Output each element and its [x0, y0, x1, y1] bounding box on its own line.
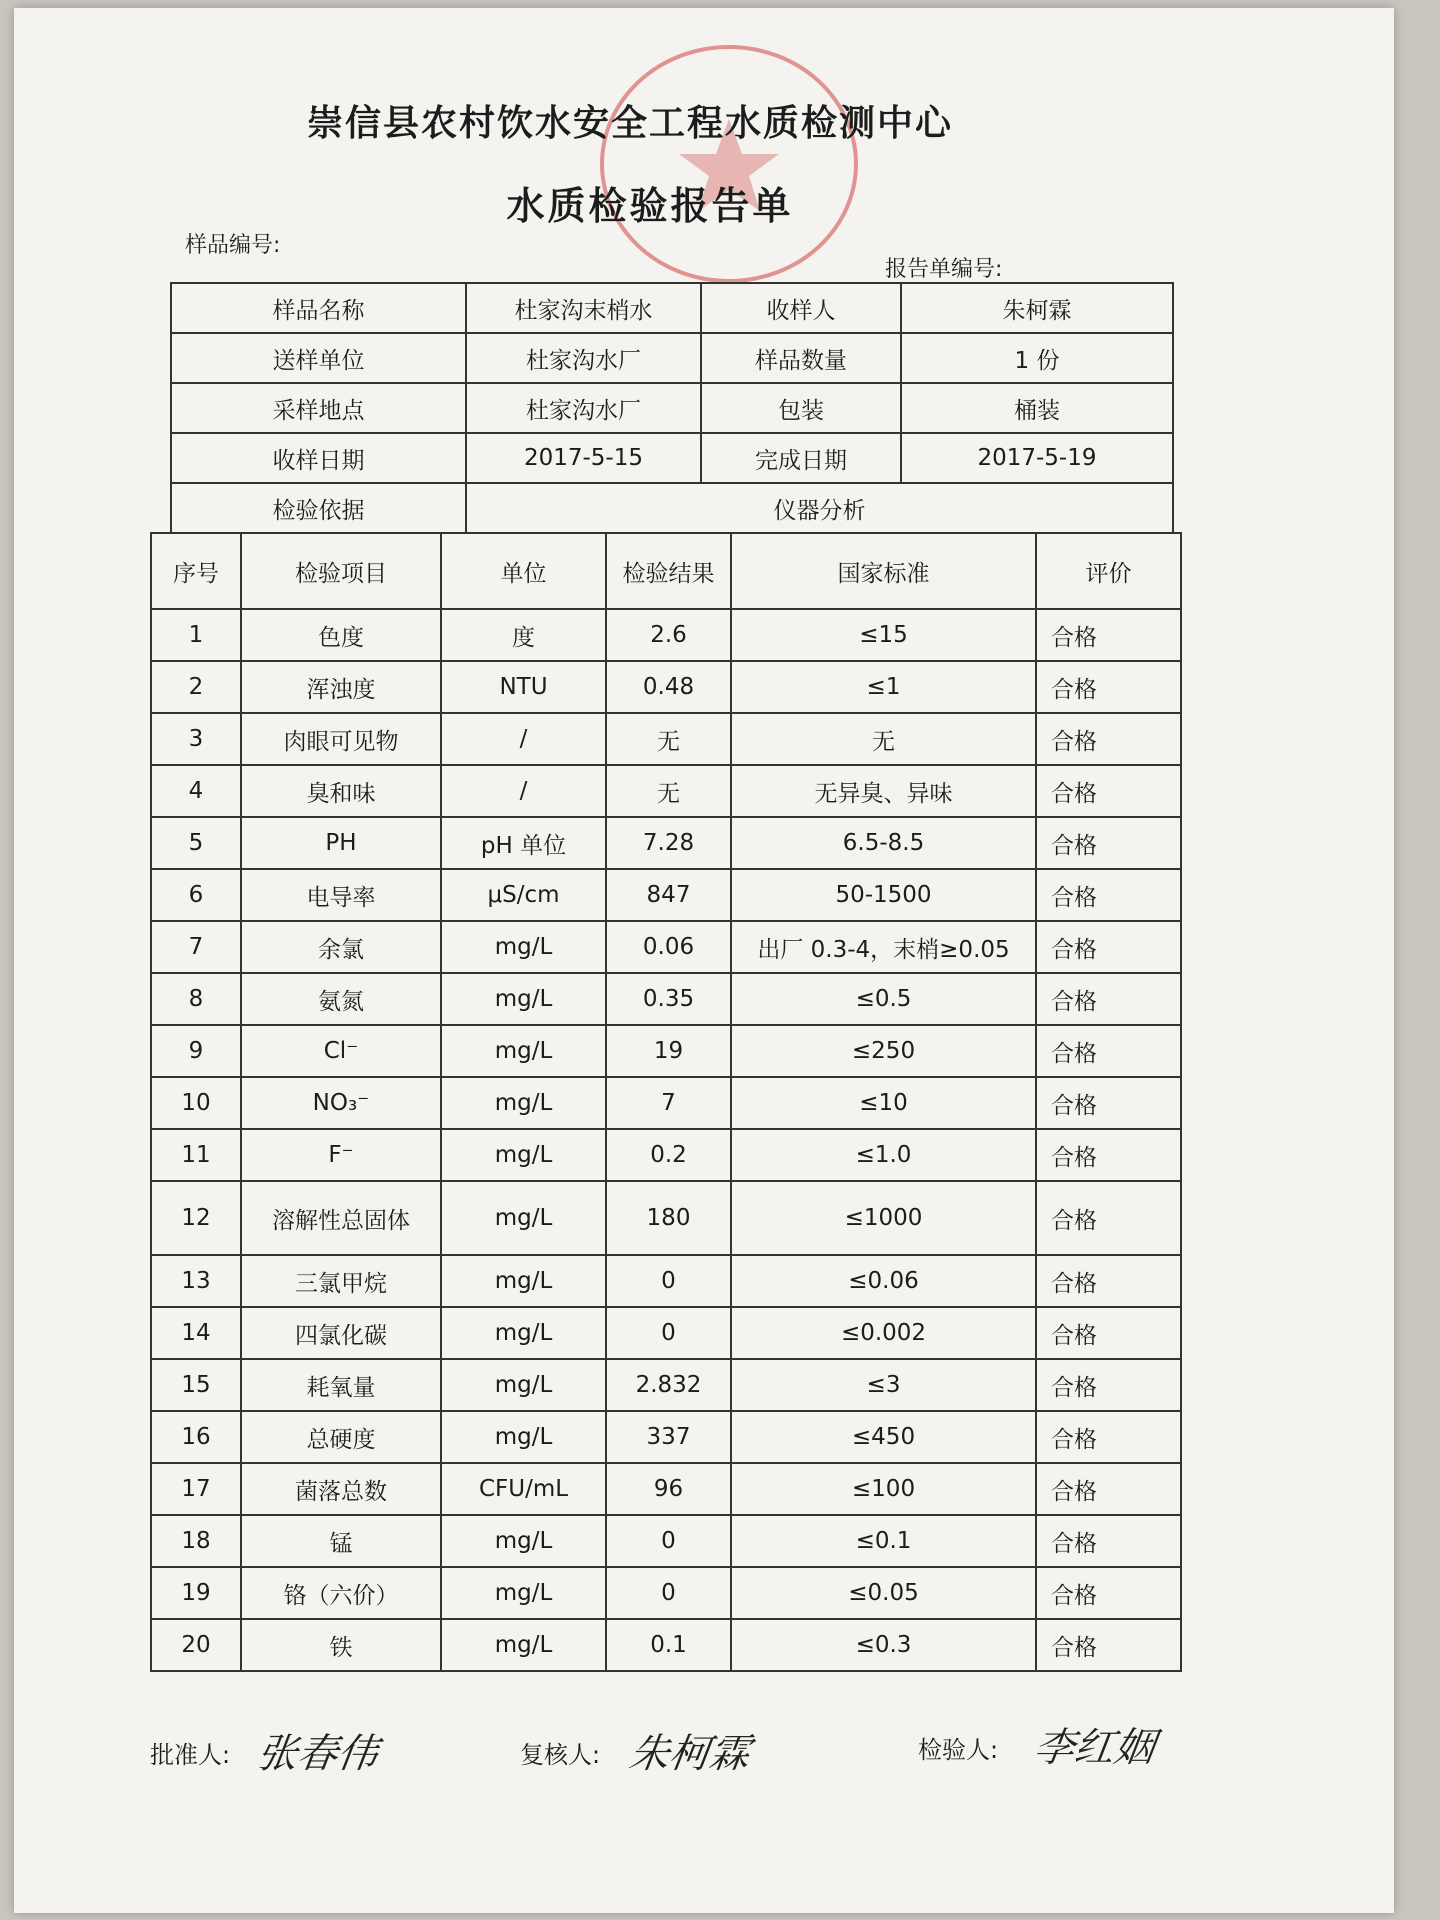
cell-result: 0.2 [606, 1129, 731, 1181]
cell-no: 7 [151, 921, 241, 973]
cell-eval: 合格 [1036, 869, 1181, 921]
cell-result: 180 [606, 1181, 731, 1255]
cell-item: 肉眼可见物 [241, 713, 441, 765]
cell-standard: ≤0.1 [731, 1515, 1036, 1567]
cell-unit: NTU [441, 661, 606, 713]
cell-eval: 合格 [1036, 1077, 1181, 1129]
cell-eval: 合格 [1036, 1463, 1181, 1515]
report-title: 崇信县农村饮水安全工程水质检测中心 [306, 102, 953, 144]
cell-standard: ≤3 [731, 1359, 1036, 1411]
cell-eval: 合格 [1036, 921, 1181, 973]
table-row [171, 483, 1173, 533]
cell-item: F⁻ [241, 1129, 441, 1181]
cell-label: 样品数量 [701, 333, 901, 383]
cell-unit: pH 单位 [441, 817, 606, 869]
cell-unit: mg/L [441, 1025, 606, 1077]
cell-item: 色度 [241, 609, 441, 661]
cell-no: 12 [151, 1181, 241, 1255]
approver-label: 批准人: [150, 1741, 231, 1769]
cell-item: 氨氮 [241, 973, 441, 1025]
cell-result: 7 [606, 1077, 731, 1129]
header-standard: 国家标准 [731, 533, 1036, 609]
cell-value: 2017-5-19 [901, 433, 1173, 483]
cell-eval: 合格 [1036, 713, 1181, 765]
cell-unit: mg/L [441, 921, 606, 973]
approver-signature: 张春伟 [254, 1731, 381, 1777]
cell-result: 0 [606, 1515, 731, 1567]
cell-eval: 合格 [1036, 1359, 1181, 1411]
cell-no: 2 [151, 661, 241, 713]
cell-no: 11 [151, 1129, 241, 1181]
table-row [171, 383, 1173, 433]
cell-no: 1 [151, 609, 241, 661]
cell-no: 13 [151, 1255, 241, 1307]
cell-eval: 合格 [1036, 1515, 1181, 1567]
cell-result: 19 [606, 1025, 731, 1077]
cell-unit: / [441, 765, 606, 817]
cell-label: 检验依据 [171, 483, 466, 533]
cell-standard: ≤0.3 [731, 1619, 1036, 1671]
cell-item: 菌落总数 [241, 1463, 441, 1515]
cell-result: 2.832 [606, 1359, 731, 1411]
sample-no-label: 样品编号: [185, 233, 281, 258]
cell-value: 1 份 [901, 333, 1173, 383]
table-row [151, 1567, 1181, 1619]
cell-item: 溶解性总固体 [241, 1181, 441, 1255]
table-row [151, 1025, 1181, 1077]
cell-eval: 合格 [1036, 1619, 1181, 1671]
cell-result: 0.1 [606, 1619, 731, 1671]
header-result: 检验结果 [606, 533, 731, 609]
cell-no: 3 [151, 713, 241, 765]
cell-unit: mg/L [441, 1181, 606, 1255]
table-row [171, 283, 1173, 333]
cell-unit: mg/L [441, 1359, 606, 1411]
cell-standard: 无 [731, 713, 1036, 765]
cell-label: 完成日期 [701, 433, 901, 483]
cell-result: 无 [606, 765, 731, 817]
cell-eval: 合格 [1036, 1411, 1181, 1463]
table-row [151, 1181, 1181, 1255]
report-subtitle: 水质检验报告单 [506, 183, 794, 228]
cell-value: 杜家沟末梢水 [466, 283, 701, 333]
cell-no: 19 [151, 1567, 241, 1619]
cell-item: 电导率 [241, 869, 441, 921]
cell-result: 847 [606, 869, 731, 921]
table-row [151, 1077, 1181, 1129]
cell-no: 20 [151, 1619, 241, 1671]
table-row [151, 1129, 1181, 1181]
cell-item: 三氯甲烷 [241, 1255, 441, 1307]
cell-unit: μS/cm [441, 869, 606, 921]
table-row [151, 713, 1181, 765]
cell-eval: 合格 [1036, 609, 1181, 661]
cell-item: 浑浊度 [241, 661, 441, 713]
cell-result: 337 [606, 1411, 731, 1463]
cell-unit: mg/L [441, 1307, 606, 1359]
table-row [151, 1255, 1181, 1307]
cell-standard: 出厂 0.3-4，末梢≥0.05 [731, 921, 1036, 973]
official-seal [600, 45, 858, 283]
cell-unit: 度 [441, 609, 606, 661]
cell-no: 16 [151, 1411, 241, 1463]
cell-value: 桶装 [901, 383, 1173, 433]
cell-result: 2.6 [606, 609, 731, 661]
cell-standard: ≤0.06 [731, 1255, 1036, 1307]
inspector-label: 检验人: [918, 1736, 999, 1764]
table-row [151, 817, 1181, 869]
cell-standard: ≤0.002 [731, 1307, 1036, 1359]
cell-no: 17 [151, 1463, 241, 1515]
reviewer-label: 复核人: [520, 1741, 601, 1769]
header-no: 序号 [151, 533, 241, 609]
cell-standard: ≤100 [731, 1463, 1036, 1515]
cell-result: 96 [606, 1463, 731, 1515]
cell-label: 收样人 [701, 283, 901, 333]
cell-result: 0.48 [606, 661, 731, 713]
cell-unit: mg/L [441, 1255, 606, 1307]
cell-standard: 6.5-8.5 [731, 817, 1036, 869]
cell-result: 0 [606, 1255, 731, 1307]
cell-no: 9 [151, 1025, 241, 1077]
cell-standard: 50-1500 [731, 869, 1036, 921]
table-row [151, 1463, 1181, 1515]
cell-no: 6 [151, 869, 241, 921]
cell-standard: ≤10 [731, 1077, 1036, 1129]
table-row [151, 609, 1181, 661]
cell-eval: 合格 [1036, 1567, 1181, 1619]
cell-eval: 合格 [1036, 1181, 1181, 1255]
table-row [151, 973, 1181, 1025]
cell-item: 余氯 [241, 921, 441, 973]
cell-no: 14 [151, 1307, 241, 1359]
cell-eval: 合格 [1036, 973, 1181, 1025]
cell-value: 杜家沟水厂 [466, 333, 701, 383]
cell-value: 仪器分析 [466, 483, 1173, 533]
cell-unit: mg/L [441, 1411, 606, 1463]
cell-eval: 合格 [1036, 1307, 1181, 1359]
cell-standard: ≤0.05 [731, 1567, 1036, 1619]
cell-label: 采样地点 [171, 383, 466, 433]
table-row [151, 1619, 1181, 1671]
cell-unit: CFU/mL [441, 1463, 606, 1515]
cell-unit: mg/L [441, 1567, 606, 1619]
cell-item: PH [241, 817, 441, 869]
table-row [151, 869, 1181, 921]
cell-value: 杜家沟水厂 [466, 383, 701, 433]
cell-unit: mg/L [441, 973, 606, 1025]
cell-eval: 合格 [1036, 1129, 1181, 1181]
cell-unit: mg/L [441, 1129, 606, 1181]
cell-label: 样品名称 [171, 283, 466, 333]
cell-standard: ≤15 [731, 609, 1036, 661]
cell-result: 无 [606, 713, 731, 765]
table-row [151, 1359, 1181, 1411]
seal-star-icon [604, 49, 854, 279]
cell-item: 铁 [241, 1619, 441, 1671]
cell-result: 0 [606, 1567, 731, 1619]
cell-result: 0 [606, 1307, 731, 1359]
cell-unit: / [441, 713, 606, 765]
cell-result: 0.06 [606, 921, 731, 973]
cell-no: 15 [151, 1359, 241, 1411]
header-item: 检验项目 [241, 533, 441, 609]
cell-label: 收样日期 [171, 433, 466, 483]
cell-no: 8 [151, 973, 241, 1025]
table-row [151, 1515, 1181, 1567]
cell-no: 10 [151, 1077, 241, 1129]
cell-eval: 合格 [1036, 765, 1181, 817]
table-row [151, 1411, 1181, 1463]
cell-item: Cl⁻ [241, 1025, 441, 1077]
header-unit: 单位 [441, 533, 606, 609]
cell-result: 0.35 [606, 973, 731, 1025]
table-row [151, 1307, 1181, 1359]
cell-unit: mg/L [441, 1077, 606, 1129]
cell-value: 朱柯霖 [901, 283, 1173, 333]
cell-standard: 无异臭、异味 [731, 765, 1036, 817]
reviewer-signature: 朱柯霖 [626, 1731, 753, 1777]
cell-no: 18 [151, 1515, 241, 1567]
cell-item: 总硬度 [241, 1411, 441, 1463]
cell-item: NO₃⁻ [241, 1077, 441, 1129]
cell-standard: ≤1.0 [731, 1129, 1036, 1181]
table-row [151, 765, 1181, 817]
header-eval: 评价 [1036, 533, 1181, 609]
cell-label: 包装 [701, 383, 901, 433]
cell-eval: 合格 [1036, 661, 1181, 713]
cell-item: 锰 [241, 1515, 441, 1567]
cell-standard: ≤450 [731, 1411, 1036, 1463]
table-row [171, 333, 1173, 383]
cell-unit: mg/L [441, 1515, 606, 1567]
cell-item: 四氯化碳 [241, 1307, 441, 1359]
results-table [150, 532, 1182, 1672]
cell-result: 7.28 [606, 817, 731, 869]
cell-value: 2017-5-15 [466, 433, 701, 483]
table-row [151, 921, 1181, 973]
table-row [171, 433, 1173, 483]
cell-item: 铬（六价） [241, 1567, 441, 1619]
cell-eval: 合格 [1036, 1025, 1181, 1077]
cell-standard: ≤1 [731, 661, 1036, 713]
sample-info-table [170, 282, 1174, 534]
cell-unit: mg/L [441, 1619, 606, 1671]
cell-label: 送样单位 [171, 333, 466, 383]
cell-no: 4 [151, 765, 241, 817]
cell-item: 耗氧量 [241, 1359, 441, 1411]
table-row [151, 661, 1181, 713]
report-no-label: 报告单编号: [885, 257, 1003, 282]
cell-eval: 合格 [1036, 1255, 1181, 1307]
cell-eval: 合格 [1036, 817, 1181, 869]
cell-no: 5 [151, 817, 241, 869]
cell-standard: ≤1000 [731, 1181, 1036, 1255]
inspector-signature: 李红姻 [1031, 1725, 1158, 1771]
cell-standard: ≤0.5 [731, 973, 1036, 1025]
cell-standard: ≤250 [731, 1025, 1036, 1077]
table-header-row [151, 533, 1181, 609]
cell-item: 臭和味 [241, 765, 441, 817]
